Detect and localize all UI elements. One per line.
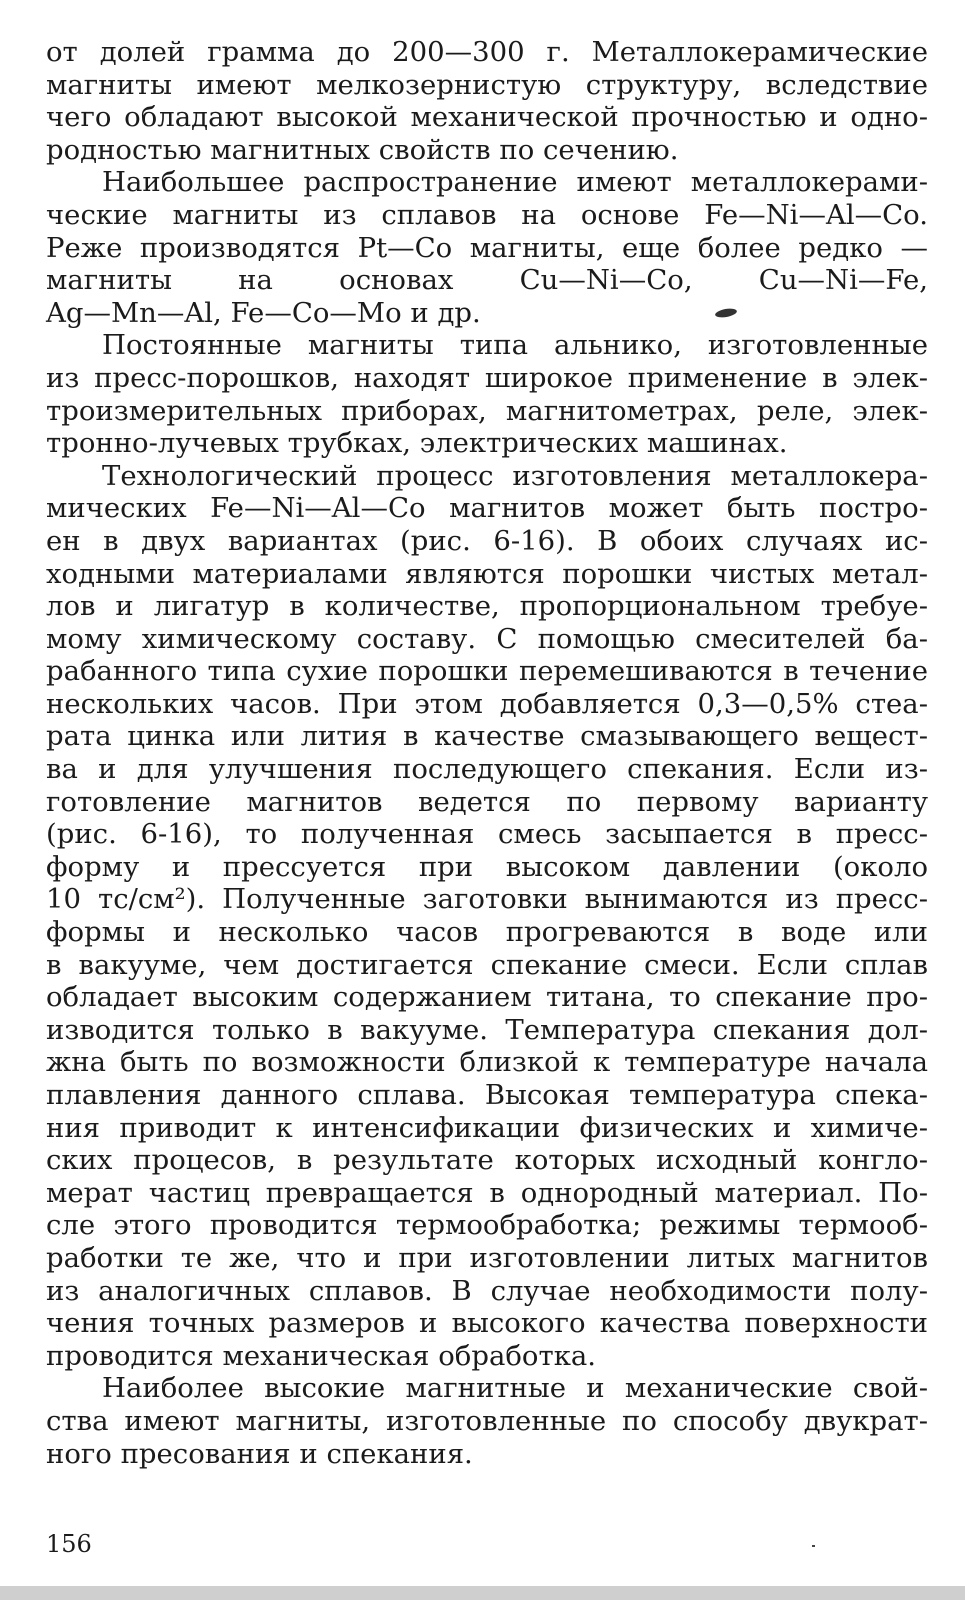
text-line: мерат частиц превращается в однородный материал. По-	[46, 1176, 928, 1209]
text-line: готовление магнитов ведется по первому варианту	[46, 785, 928, 818]
text-line: чения точных размеров и высокого качества поверхности	[46, 1307, 928, 1340]
page-number: 156	[46, 1530, 92, 1558]
text-line: мому химическому составу. С помощью смесителей ба-	[46, 622, 928, 655]
text-line: Реже производятся Pt—Co магниты, еще более редко —	[46, 231, 928, 264]
text-line: лов и лигатур в количестве, пропорциональном требуе-	[46, 590, 928, 623]
text-line: Наибольшее распространение имеют металлокерами-	[102, 166, 928, 199]
text-line: ния приводит к интенсификации физических и химиче-	[46, 1111, 928, 1144]
text-line: сле этого проводится термообработка; режимы термооб-	[46, 1209, 928, 1242]
text-line: форму и прессуется при высоком давлении (около	[46, 850, 928, 883]
scan-edge	[0, 1586, 965, 1600]
text-line: ства имеют магниты, изготовленные по способу двукрат-	[46, 1404, 928, 1437]
text-line: нескольких часов. При этом добавляется 0,3—0,5% стеа-	[46, 687, 928, 720]
text-line: ного пресования и спекания.	[46, 1437, 473, 1470]
paragraph-4	[46, 460, 928, 1373]
text-line: Ag—Mn—Al, Fe—Co—Mo и др.	[46, 296, 481, 329]
text-line: Наиболее высокие магнитные и механические свой-	[102, 1372, 928, 1405]
text-line: ен в двух вариантах (рис. 6-16). В обоих случаях ис-	[46, 524, 928, 557]
text-line: магниты имеют мелкозернистую структуру, вследствие	[46, 68, 928, 101]
text-line: рата цинка или лития в качестве смазывающего вещест-	[46, 720, 928, 753]
text-line: магниты на основах Cu—Ni—Co, Cu—Ni—Fe,	[46, 264, 928, 297]
text-line: Технологический процесс изготовления металлокера-	[102, 459, 928, 492]
paragraph-5	[46, 1372, 928, 1470]
paragraph-2	[46, 166, 928, 329]
text-line: (рис. 6-16), то полученная смесь засыпается в пресс-	[46, 818, 928, 851]
text-line: проводится механическая обработка.	[46, 1339, 597, 1372]
text-line: формы и несколько часов прогреваются в воде или	[46, 916, 928, 949]
text-line: 10 тс/см²). Полученные заготовки вынимаются из пресс-	[46, 883, 928, 916]
text-line: родностью магнитных свойств по сечению.	[46, 133, 679, 166]
text-line: чего обладают высокой механической прочностью и одно-	[46, 101, 928, 134]
text-line: ческие магниты из сплавов на основе Fe—Ni—Al—Co.	[46, 198, 928, 231]
text-line: троизмерительных приборах, магнитометрах, реле, элек-	[46, 394, 928, 427]
paragraph-1	[46, 36, 928, 166]
text-line: рабанного типа сухие порошки перемешиваются в течение	[46, 655, 928, 688]
text-line: ва и для улучшения последующего спекания. Если из-	[46, 753, 928, 786]
text-line: обладает высоким содержанием титана, то спекание про-	[46, 981, 928, 1014]
text-line: из аналогичных сплавов. В случае необходимости полу-	[46, 1274, 928, 1307]
text-line: из пресс-порошков, находят широкое применение в элек-	[46, 361, 928, 394]
text-line: жна быть по возможности близкой к температуре начала	[46, 1046, 928, 1079]
text-line: мических Fe—Ni—Al—Co магнитов может быть постро-	[46, 492, 928, 525]
text-line: ходными материалами являются порошки чистых метал-	[46, 557, 928, 590]
text-line: Постоянные магниты типа альнико, изготовленные	[102, 329, 928, 362]
text-line: тронно-лучевых трубках, электрических машинах.	[46, 427, 788, 460]
page-body	[46, 36, 928, 1470]
paragraph-3	[46, 329, 928, 459]
text-line: в вакууме, чем достигается спекание смеси. Если сплав	[46, 948, 928, 981]
ink-speck	[812, 1545, 815, 1547]
text-line: изводится только в вакууме. Температура спекания дол-	[46, 1013, 928, 1046]
text-line: от долей грамма до 200—300 г. Металлокерамические	[46, 36, 928, 68]
text-line: работки те же, что и при изготовлении литых магнитов	[46, 1241, 928, 1274]
text-line: ских процесов, в результате которых исходный конгло-	[46, 1144, 928, 1177]
text-line: плавления данного сплава. Высокая температура спека-	[46, 1079, 928, 1111]
